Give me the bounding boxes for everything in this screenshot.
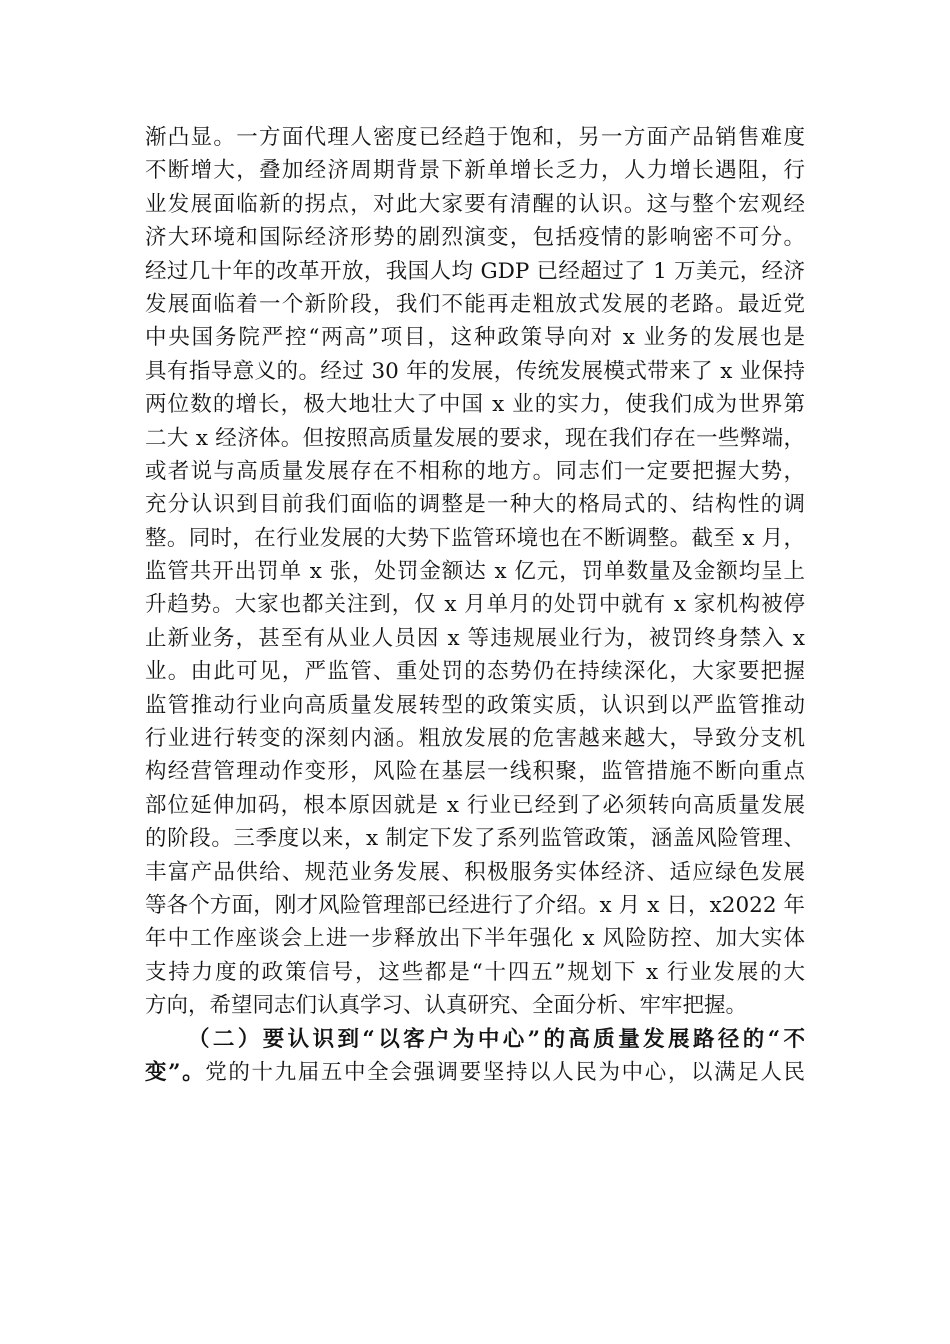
- text-line: 业发展面临新的拐点，对此大家要有清醒的认识。这与整个宏观经: [145, 191, 805, 217]
- text-line: 监管共开出罚单 x 张，处罚金额达 x 亿元，罚单数量及金额均呈上: [145, 559, 805, 585]
- text-line: 渐凸显。一方面代理人密度已经趋于饱和，另一方面产品销售难度: [145, 125, 805, 150]
- text-line: 经过几十年的改革开放，我国人均 GDP 已经超过了 1 万美元，经济: [145, 258, 805, 284]
- text-line: 构经营管理动作变形，风险在基层一线积聚，监管措施不断向重点: [145, 759, 805, 785]
- text-line: 济大环境和国际经济形势的剧烈演变，包括疫情的影响密不可分。: [145, 225, 805, 251]
- text-line: 等各个方面，刚才风险管理部已经进行了介绍。x 月 x 日，x2022 年: [145, 892, 805, 918]
- text-line: 业。由此可见，严监管、重处罚的态势仍在持续深化，大家要把握: [145, 659, 805, 685]
- text-line: 二大 x 经济体。但按照高质量发展的要求，现在我们存在一些弊端，: [145, 425, 805, 451]
- text-line: 或者说与高质量发展存在不相称的地方。同志们一定要把握大势，: [145, 458, 805, 484]
- text-line: 具有指导意义的。经过 30 年的发展，传统发展模式带来了 x 业保持: [145, 358, 805, 384]
- text-line: 不断增大，叠加经济周期背景下新单增长乏力，人力增长遇阻，行: [145, 158, 805, 184]
- text-line: 止新业务，甚至有从业人员因 x 等违规展业行为，被罚终身禁入 x: [145, 625, 805, 651]
- section-heading-end: 变”。: [145, 1059, 206, 1085]
- text-line: 监管推动行业向高质量发展转型的政策实质，认识到以严监管推动: [145, 692, 805, 718]
- text-line: 充分认识到目前我们面临的调整是一种大的格局式的、结构性的调: [145, 492, 805, 518]
- section-heading-continuation: [145, 1056, 805, 1089]
- text-line: 年中工作座谈会上进一步释放出下半年强化 x 风险防控、加大实体: [145, 926, 805, 952]
- text-line: 的阶段。三季度以来，x 制定下发了系列监管政策，涵盖风险管理、: [145, 826, 805, 852]
- text-line: 发展面临着一个新阶段，我们不能再走粗放式发展的老路。最近党: [145, 291, 805, 317]
- text-line: 支持力度的政策信号，这些都是“十四五”规划下 x 行业发展的大: [145, 959, 805, 985]
- text-line: 丰富产品供给、规范业务发展、积极服务实体经济、适应绿色发展: [145, 859, 805, 885]
- paragraph-start: 党的十九届五中全会强调要坚持以人民为中心，以满足人民: [205, 1059, 805, 1085]
- body-text: [145, 121, 805, 1089]
- text-line: 中央国务院严控“两高”项目，这种政策导向对 x 业务的发展也是: [145, 325, 805, 351]
- text-line: 方向，希望同志们认真学习、认真研究、全面分析、牢牢把握。: [145, 993, 748, 1019]
- text-line: 行业进行转变的深刻内涵。粗放发展的危害越来越大，导致分支机: [145, 726, 805, 752]
- text-line: 整。同时，在行业发展的大势下监管环境也在不断调整。截至 x 月，: [145, 525, 805, 551]
- text-line: 部位延伸加码，根本原因就是 x 行业已经到了必须转向高质量发展: [145, 792, 805, 818]
- text-line: 两位数的增长，极大地壮大了中国 x 业的实力，使我们成为世界第: [145, 392, 805, 418]
- text-line: 升趋势。大家也都关注到，仅 x 月单月的处罚中就有 x 家机构被停: [145, 592, 805, 618]
- section-heading: （二）要认识到“以客户为中心”的高质量发展路径的“不: [188, 1026, 805, 1052]
